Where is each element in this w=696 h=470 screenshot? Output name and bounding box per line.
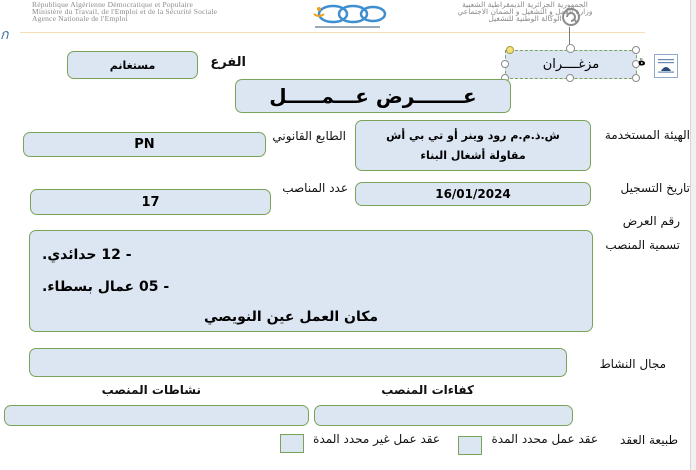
employer-line-1: ش.ذ.م.م رود وينر أو تي بي أش [386,128,560,142]
legal-status-label: الطابع القانوني [272,129,346,143]
positions-count-field[interactable] [30,189,271,215]
registration-date-label: تاريخ التسجيل [620,181,690,195]
resize-handle-top-right[interactable] [632,46,640,54]
position-line-2: - 05 عمال بسطاء. [42,279,170,295]
employer-label: الهيئة المستخدمة [604,128,690,142]
activity-field-label: مجال النشاط [599,357,666,371]
rotate-handle[interactable] [566,44,575,53]
header-french-line-1: République Algérienne Démocratique et Populaire [32,0,194,9]
page-title: عـــــــرض عـــمـــــل [269,84,477,108]
header-french-line-3: Agence Nationale de l'Emploi [32,14,128,23]
header-arabic-line-1: الجمهورية الجزائرية الديمقراطية الشعبية [462,0,588,9]
resize-handle-left[interactable] [501,60,509,68]
anchor-mark-icon: ก [0,27,9,43]
branch-value: مستغانم [109,58,156,72]
resize-handle-bottom[interactable] [566,74,574,82]
employer-field[interactable] [355,120,591,171]
skills-field[interactable] [314,405,573,426]
indefinite-term-label: عقد عمل غير محدد المدة [313,432,440,446]
position-title-label: تسمية المنصب [605,238,680,252]
skills-label: كفاءات المنصب [381,383,474,397]
page-title-box [235,79,511,113]
header-french-line-2: Ministère du Travail, de l'Emploi et de la Sécurité Sociale [32,7,218,16]
activities-field[interactable] [4,405,309,426]
header-arabic [405,1,645,22]
activities-label: نشاطات المنصب [101,383,201,397]
employer-line-2: مقاولة أشغال البناء [420,148,526,162]
workplace-text: مكان العمل عين النويصي [203,309,379,325]
positions-count-value: 17 [141,194,160,210]
resize-handle-bottom-right[interactable] [632,74,640,82]
agency-value: مزغــــران [542,57,600,72]
layout-options-icon [657,58,675,74]
registration-date-value: 16/01/2024 [435,187,511,201]
branch-label: الفرع [210,55,246,70]
fixed-term-label: عقد عمل محدد المدة [491,432,598,446]
offer-number-label: رقم العرض [622,214,680,228]
branch-field[interactable] [67,51,198,79]
header-arabic-line-3: الوكالة الوطنية للتشغيل [488,14,562,23]
indefinite-term-checkbox[interactable] [280,434,304,453]
header-french [32,1,272,22]
header-divider [20,32,645,33]
activity-field[interactable] [29,348,567,377]
agency-label-fragment: ة [638,54,646,69]
legal-status-value: PN [134,137,155,152]
header-arabic-line-2: وزارة العمل و التشغيل و الضمان الاجتماعي [457,7,593,16]
agency-logo [300,2,390,32]
position-line-1: - 12 حدائدي. [42,247,132,263]
positions-count-label: عدد المناصب [282,181,348,195]
adjust-handle[interactable] [506,46,514,54]
fixed-term-checkbox[interactable] [458,436,482,455]
anchor-icon[interactable] [561,7,581,27]
contract-label: طبيعة العقد [620,433,678,447]
layout-options-button[interactable] [654,54,678,78]
legal-status-field[interactable] [23,132,266,157]
page-edge-scrollbar[interactable] [690,0,696,470]
position-title-field[interactable] [29,230,593,332]
registration-date-field[interactable] [355,182,591,206]
